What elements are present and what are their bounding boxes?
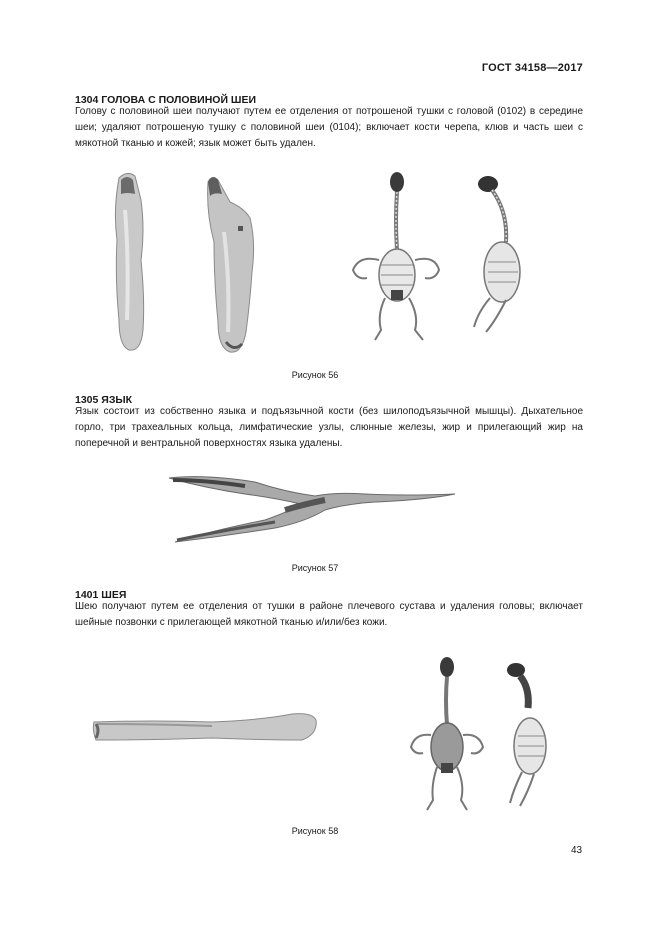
section-text-1305: Язык состоит из собственно языка и подъязычной кости (без шилоподъязычной мышцы). Дыхательное горло, три трахеальных кольца, лимфатические узлы, слюнные железы, жир и прилегающий жир на поперечной и вентральной поверхностях языка удалены. <box>75 406 583 449</box>
section-text-1304: Голову с половиной шеи получают путем ее отделения от потрошеной тушки с головой (0102) в середине шеи; удаляют потрошеную тушку с половиной шеи (0104); включает кости черепа, клюв и часть шеи с мякотной тканью и кожей; язык может быть удален. <box>75 106 583 149</box>
figure-56-skeleton-side <box>460 172 530 342</box>
figure-58-skeleton-side <box>500 658 560 813</box>
figure-56-caption: Рисунок 56 <box>291 370 339 380</box>
figure-57-caption: Рисунок 57 <box>291 563 339 573</box>
section-title-1304: 1304 ГОЛОВА С ПОЛОВИНОЙ ШЕИ <box>75 94 257 106</box>
figure-58-skeleton-front <box>405 655 490 815</box>
figure-58-caption: Рисунок 58 <box>291 826 339 836</box>
figure-57-tongue-photo <box>165 470 465 550</box>
figure-56-head-photo-side <box>200 172 265 357</box>
section-text-1401: Шею получают путем ее отделения от тушки в районе плечевого сустава и удаления головы; включает шейные позвонки с прилегающей мякотной тканью и/или/без кожи. <box>75 601 583 628</box>
figure-56-head-photo-front <box>105 170 155 355</box>
page-number: 43 <box>571 845 583 856</box>
section-title-1401: 1401 ШЕЯ <box>75 589 127 601</box>
standard-code-header: ГОСТ 34158—2017 <box>481 62 583 74</box>
figure-56-skeleton-front <box>345 170 445 350</box>
section-title-1305: 1305 ЯЗЫК <box>75 394 133 406</box>
figure-58-neck-photo <box>92 710 322 750</box>
